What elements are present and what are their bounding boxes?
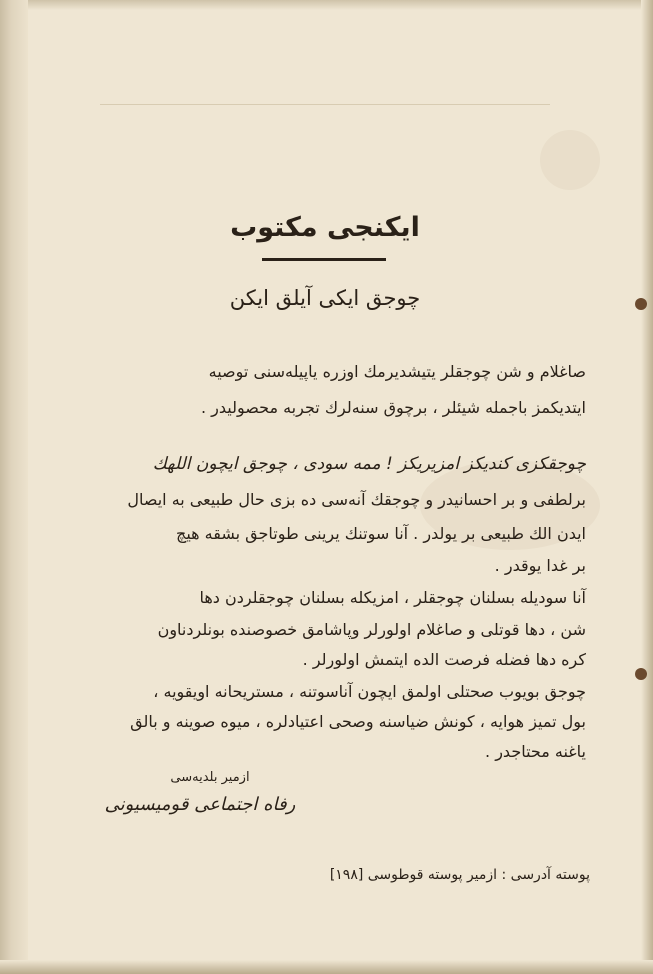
paragraph-line: چوجقکزی کندیکز امزیریکز ! ممه سودی ، چوجق ایچون اللهك: [152, 454, 586, 474]
paragraph-line: یاغنه محتاجدر .: [485, 742, 586, 761]
letter-subtitle: چوجق ایکی آیلق ایکن: [229, 286, 421, 310]
paragraph-line: بر غدا یوقدر .: [494, 556, 586, 575]
paragraph-line: کره دها فضله فرصت الده ایتمش اولورلر .: [302, 650, 586, 669]
paragraph-line: ایتدیکمز باجمله شیئلر ، برچوق سنه‌لرك تجربه محصولیدر .: [200, 398, 586, 417]
binding-hole: [635, 668, 647, 680]
page-edge-bottom: [0, 960, 653, 974]
page-edge-left: [0, 0, 28, 974]
header-rule: [100, 104, 550, 105]
binding-hole: [635, 298, 647, 310]
paper-stain: [540, 130, 600, 190]
paragraph-line: بول تمیز هوایه ، کونش ضیاسنه وصحی اعتیادلره ، میوه صوینه و بالق: [130, 712, 586, 731]
signature-organization: ازمیر بلدیه‌سی: [170, 770, 250, 785]
page-edge-top: [0, 0, 653, 10]
paragraph-line: شن ، دها قوتلی و صاغلام اولورلر وپاشامق خصوصنده بونلردناون: [157, 620, 586, 639]
title-underline: [262, 258, 386, 261]
paragraph-line: صاغلام و شن چوجقلر یتیشدیرمك اوزره یاپیله‌سنی توصیه: [208, 362, 586, 381]
paragraph-line: برلطفی و بر احسانیدر و چوجقك آنه‌سی ده بزی حال طبیعی به ایصال: [127, 490, 586, 509]
paragraph-line: چوجق بویوب صحتلی اولمق ایچون آناسوتنه ، مستریحانه اویقویه ،: [153, 682, 586, 701]
page-edge-right: [641, 0, 653, 974]
paragraph-line: ایدن الك طبیعی بر یولدر . آنا سوتنك یرینی طوتاجق بشقه هیچ: [176, 524, 586, 543]
postal-address: پوسته آدرسی : ازمیر پوسته قوطوسی [۱۹۸]: [329, 867, 590, 883]
signature-commission: رفاه اجتماعی قومیسیونی: [104, 794, 296, 815]
letter-title: ایکنجی مکتوب: [230, 212, 420, 243]
paragraph-line: آنا سودیله بسلنان چوجقلر ، امزیکله بسلنان چوجقلردن دها: [199, 588, 586, 607]
